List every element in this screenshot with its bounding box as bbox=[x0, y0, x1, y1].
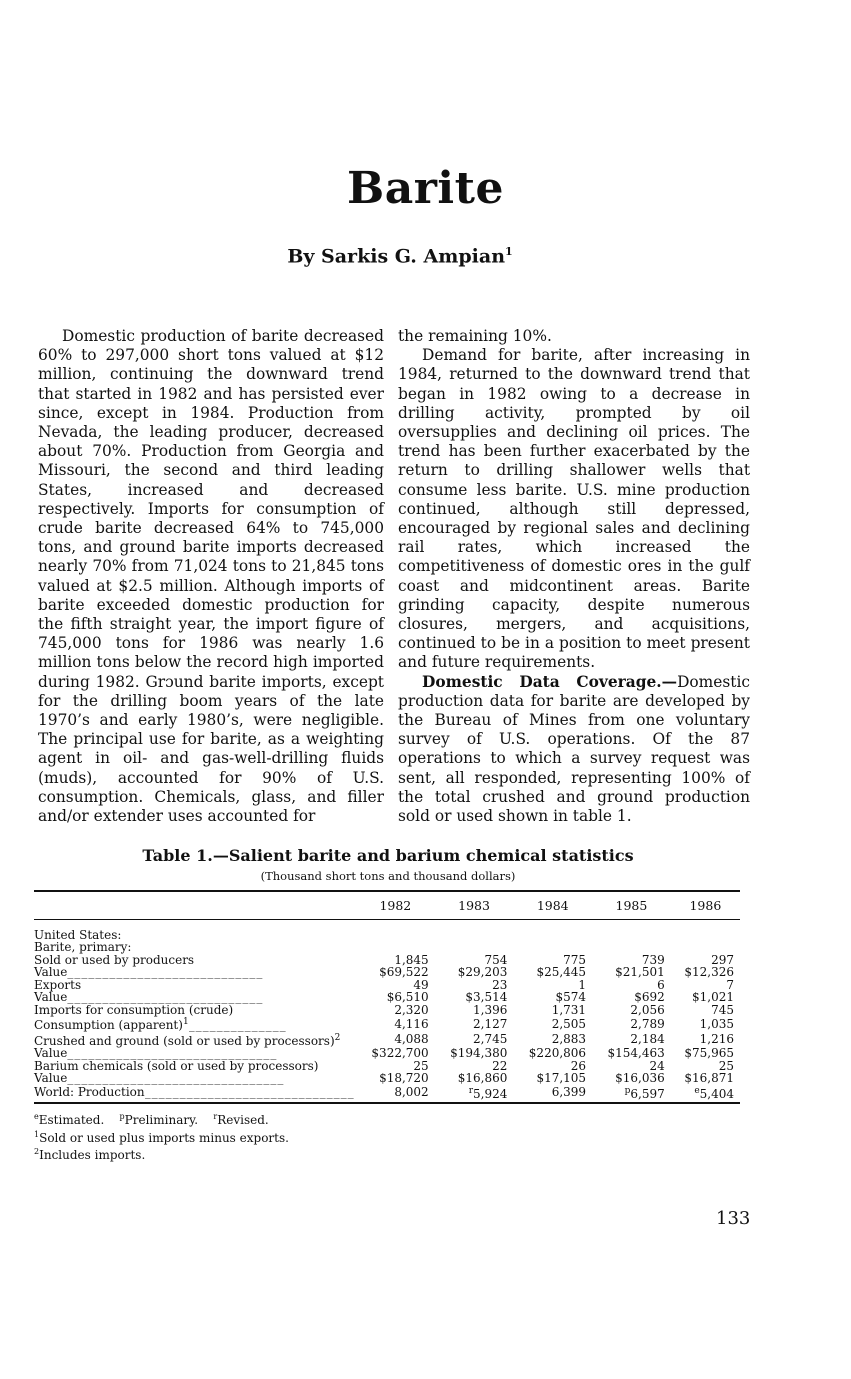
cell-1982: $69,522 bbox=[379, 965, 429, 979]
cell-1986: 7 bbox=[726, 977, 734, 992]
cell-1983: 2,745 bbox=[473, 1032, 508, 1046]
paragraph-production-summary: Domestic production of barite decreased 60% to 297,000 short tons valued at $12 million, continuing the downward trend that started in 1982 and has persisted ever since, except in 1984. Production from Nevada, the leading producer, decreased about 70%. Production from Georgia and Missouri, the second and third leading States, increased and decreased respectively. Imports for consumption of crude barite decreased 64% to 745,000 tons, and ground barite imports decreased nearly 70% from 71,024 tons to 21,845 tons valued at $2.5 million. Although imports of barite exceeded domestic production for the fifth straight year, the import figure of 745,000 tons for 1986 was nearly 1.6 million tons below the record high imported during 1982. Grɔund barite imports, except for the drilling boom years of the late 1970’s and early 1980’s, were negligible. The principal use for barite, as a weighting agent in oil- and gas-well-drilling fluids (muds), accounted for 90% of U.S. consumption. Chemicals, glass, and filler and/or extender uses accounted for bbox=[38, 327, 384, 826]
cell-1986: 1,216 bbox=[699, 1032, 734, 1046]
cell-1985: $21,501 bbox=[615, 965, 665, 979]
group-row-us bbox=[34, 919, 740, 941]
cell-1986: 1,035 bbox=[699, 1016, 734, 1031]
cell-1985: 24 bbox=[649, 1058, 665, 1073]
row-label: Barium chemicals (sold or used by processors)____ bbox=[34, 1058, 347, 1073]
cell-1982: 2,320 bbox=[394, 1002, 429, 1017]
cell-1982: 1,845 bbox=[394, 952, 429, 967]
table-row bbox=[34, 966, 740, 979]
cell-1982: 49 bbox=[413, 977, 429, 992]
page-number: 133 bbox=[716, 1208, 751, 1229]
status-marker: p bbox=[624, 1085, 631, 1096]
header-year-1982: 1982 bbox=[379, 898, 412, 913]
body-column-right bbox=[398, 327, 750, 826]
dot-leader: ______________ bbox=[188, 1019, 287, 1032]
cell-1985: 2,056 bbox=[630, 1002, 665, 1017]
table-title: Table 1.—Salient barite and barium chemical statistics bbox=[142, 846, 634, 865]
dot-leader: ____________________________ bbox=[81, 978, 278, 991]
footnote-estimated: Estimated. bbox=[38, 1113, 105, 1127]
table-row bbox=[34, 1072, 740, 1085]
cell-1986: $1,021 bbox=[692, 990, 734, 1004]
paragraph-continuation: the remaining 10%. bbox=[398, 327, 552, 345]
header-year-1985: 1985 bbox=[615, 898, 648, 913]
article-title: Barite bbox=[347, 163, 504, 214]
cell-1986: $16,871 bbox=[684, 1071, 734, 1085]
table-bottom-rule bbox=[34, 1102, 740, 1104]
status-marker: e bbox=[694, 1085, 700, 1096]
row-label: Sold or used by producers________________ bbox=[34, 952, 307, 967]
table-row bbox=[34, 1047, 740, 1060]
dot-leader: ________________ bbox=[194, 953, 307, 966]
dot-leader: _______________________________ bbox=[67, 1072, 285, 1085]
header-year-1984: 1984 bbox=[536, 898, 569, 913]
cell-1985: 2,184 bbox=[630, 1032, 665, 1046]
row-label: Value____________________________ bbox=[34, 990, 264, 1004]
byline-footnote-marker: 1 bbox=[505, 245, 513, 258]
cell-1984: 26 bbox=[570, 1058, 587, 1073]
footnote-preliminary: Preliminary. bbox=[124, 1113, 199, 1127]
paragraph-data-coverage bbox=[398, 673, 750, 827]
cell-1985: $^p$6,597 bbox=[624, 1085, 665, 1101]
cell-1983: $3,514 bbox=[465, 990, 508, 1004]
cell-1983: 22 bbox=[492, 1058, 508, 1073]
cell-1983: 754 bbox=[484, 952, 508, 967]
dot-leader: ____________________________ bbox=[67, 966, 264, 979]
dot-leader: ____ bbox=[318, 1059, 347, 1072]
cell-1984: 6,399 bbox=[551, 1085, 587, 1099]
cell-1982: 8,002 bbox=[394, 1085, 429, 1099]
table-row bbox=[34, 1004, 740, 1017]
cell-1986: $75,965 bbox=[684, 1046, 734, 1060]
cell-1983: 2,127 bbox=[473, 1016, 508, 1031]
cell-1986: 297 bbox=[711, 952, 734, 967]
footnote-marker: 1 bbox=[182, 1017, 189, 1027]
row-label: Exports____________________________ bbox=[34, 977, 278, 992]
cell-1984: $25,445 bbox=[536, 965, 587, 979]
cell-1983: $29,203 bbox=[457, 965, 508, 979]
cell-1984: 2,883 bbox=[551, 1032, 587, 1046]
author-name: By Sarkis G. Ampian bbox=[287, 245, 506, 268]
cell-1985: 2,789 bbox=[630, 1016, 665, 1031]
footnote-2: $^2$Includes imports. bbox=[34, 1147, 146, 1162]
dot-leader: ____________________________ bbox=[67, 991, 264, 1004]
cell-1983: 1,396 bbox=[473, 1002, 508, 1017]
table-footnotes bbox=[34, 1110, 289, 1163]
cell-1986: $12,326 bbox=[684, 965, 734, 979]
cell-1982: 4,088 bbox=[394, 1032, 429, 1046]
row-label: Crushed and ground (sold or used by processors)$^2$__ bbox=[34, 1032, 355, 1048]
cell-1986: $^e$5,404 bbox=[694, 1085, 734, 1101]
cell-1982: 25 bbox=[413, 1058, 429, 1073]
dot-leader: ______________________________ bbox=[67, 1047, 278, 1060]
table-row bbox=[34, 1016, 740, 1032]
cell-1985: $692 bbox=[634, 990, 665, 1004]
cell-1986: 745 bbox=[711, 1002, 734, 1017]
table-body bbox=[34, 919, 740, 1100]
cell-1983: $194,380 bbox=[450, 1046, 508, 1060]
group-label: Barite, primary: bbox=[34, 940, 132, 954]
table-row bbox=[34, 1032, 740, 1048]
cell-1983: $16,860 bbox=[457, 1071, 508, 1085]
footnote-symbols: $^e$Estimated. $^p$Preliminary. $^r$Revised. bbox=[34, 1112, 269, 1127]
byline bbox=[0, 245, 800, 267]
cell-1984: 775 bbox=[563, 952, 587, 967]
status-marker: r bbox=[468, 1085, 474, 1096]
cell-1984: $17,105 bbox=[536, 1071, 587, 1085]
cell-1984: 2,505 bbox=[551, 1016, 587, 1031]
cell-1985: $16,036 bbox=[615, 1071, 665, 1085]
footnote-marker: 2 bbox=[334, 1032, 341, 1043]
row-label: Value______________________________ bbox=[34, 1046, 278, 1060]
footnote-1: $^1$Sold or used plus imports minus exports. bbox=[34, 1129, 289, 1145]
header-label-cell bbox=[34, 900, 356, 919]
cell-1985: $154,463 bbox=[607, 1046, 665, 1060]
group-row-barite bbox=[34, 941, 740, 954]
statistics-table bbox=[34, 900, 740, 1100]
footnote-revised: Revised. bbox=[217, 1113, 269, 1127]
table-subtitle: (Thousand short tons and thousand dollars) bbox=[260, 869, 516, 883]
row-label: Consumption (apparent)$^1$______________ bbox=[34, 1017, 287, 1032]
dot-leader: ______________________________ bbox=[144, 1086, 355, 1099]
cell-1983: 23 bbox=[492, 977, 508, 992]
cell-1982: 4,116 bbox=[394, 1016, 429, 1031]
cell-1985: 6 bbox=[657, 977, 665, 992]
row-label: Imports for consumption (crude)____________ bbox=[34, 1002, 318, 1017]
row-label: Value____________________________ bbox=[34, 965, 264, 979]
table-row bbox=[34, 1085, 740, 1101]
cell-1985: 739 bbox=[641, 952, 665, 967]
table-top-rule bbox=[34, 890, 740, 892]
paragraph-demand: Demand for barite, after increasing in 1984, returned to the downward trend that began in 1982 owing to a decrease in drilling activity, prompted by oil oversupplies and declining oil prices. The trend has been further exacerbated by the return to drilling shallower wells that consume less barite. U.S. mine production continued, although still depressed, encouraged by regional sales and declining rail rates, which increased the competitiveness of domestic ores in the gulf coast and midcontinent areas. Barite grinding capacity, despite numerous closures, mergers, and acquisitions, continued to be in a position to meet present and future requirements. bbox=[398, 346, 750, 672]
cell-1982: $6,510 bbox=[386, 990, 429, 1004]
run-in-heading: Domestic Data Coverage.— bbox=[422, 672, 678, 691]
header-year-1983: 1983 bbox=[458, 898, 490, 913]
body-column-left bbox=[38, 327, 384, 826]
group-label: United States: bbox=[34, 927, 122, 942]
dot-leader: __ bbox=[340, 1034, 355, 1047]
data-coverage-text: Domestic production data for barite are developed by the Bureau of Mines from one voluntary survey of U.S. operations. Of the 87 operations to which a survey request was sent, all responded, representing 100% of the total crushed and ground production sold or used shown in table 1. bbox=[398, 672, 750, 826]
cell-1984: 1 bbox=[578, 977, 587, 992]
cell-1982: $18,720 bbox=[379, 1071, 429, 1085]
cell-1983: $^r$5,924 bbox=[468, 1085, 508, 1101]
cell-1984: $220,806 bbox=[528, 1046, 587, 1060]
header-year-1986: 1986 bbox=[689, 898, 722, 913]
table-header-row bbox=[34, 900, 740, 919]
row-label: Value_______________________________ bbox=[34, 1071, 285, 1085]
row-label: World: Production______________________________ bbox=[34, 1085, 355, 1099]
cell-1984: 1,731 bbox=[551, 1002, 587, 1017]
cell-1982: $322,700 bbox=[371, 1046, 429, 1060]
cell-1984: $574 bbox=[555, 990, 587, 1004]
dot-leader: ____________ bbox=[233, 1003, 318, 1016]
cell-1986: 25 bbox=[718, 1058, 734, 1073]
